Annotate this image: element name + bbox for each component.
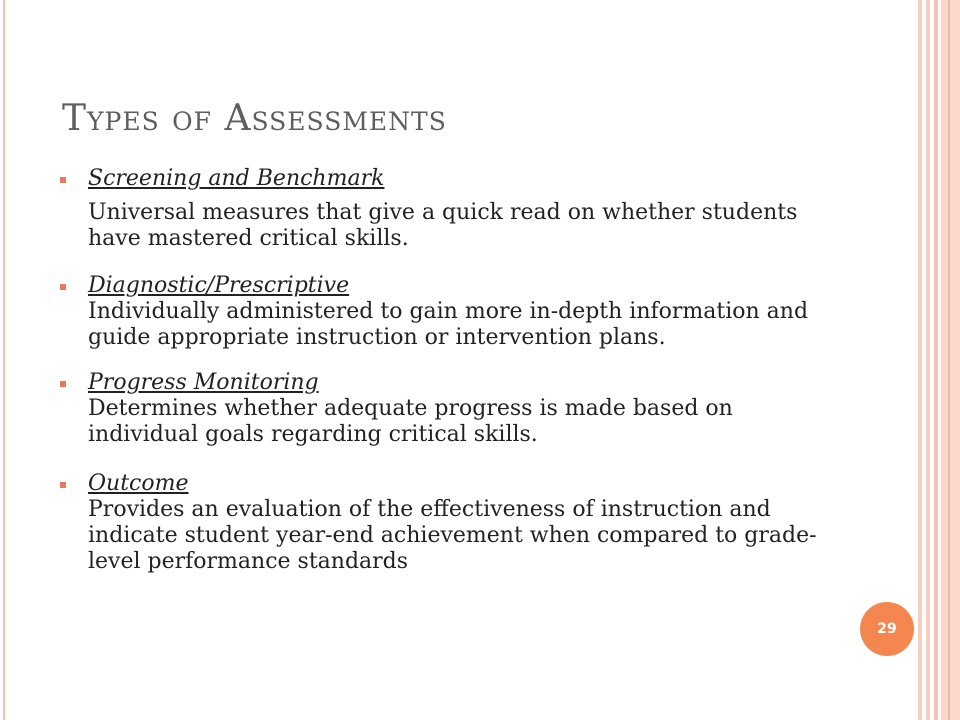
item-description: Individually administered to gain more in-depth information and guide appropriate instruction or intervention plans. [88,299,809,350]
square-bullet-icon [60,482,66,488]
square-bullet-icon [60,381,66,387]
list-item [58,273,838,351]
slide-title: Types of Assessments [62,98,447,139]
bullet-list [58,166,838,575]
item-heading: Outcome [88,471,189,496]
item-heading: Screening and Benchmark [88,166,385,191]
item-description: Universal measures that give a quick read on whether students have mastered critical skills. [88,200,798,251]
list-item [58,370,838,448]
right-border-band [941,0,960,720]
item-description: Determines whether adequate progress is made based on individual goals regarding critical skills. [88,396,733,447]
right-border-stripe [926,0,930,720]
left-border-line [3,0,5,720]
page-number-badge: 29 [860,602,914,656]
square-bullet-icon [60,177,66,183]
item-description: Provides an evaluation of the effectiveness of instruction and indicate student year-end achievement when compared to grade-level performance standards [88,497,817,574]
item-heading: Progress Monitoring [88,370,319,395]
item-heading: Diagnostic/Prescriptive [88,273,350,298]
right-border-stripe [918,0,922,720]
list-item [58,471,838,575]
square-bullet-icon [60,284,66,290]
list-item [58,166,838,252]
right-border-stripe [934,0,938,720]
right-border-stripe [948,0,950,720]
